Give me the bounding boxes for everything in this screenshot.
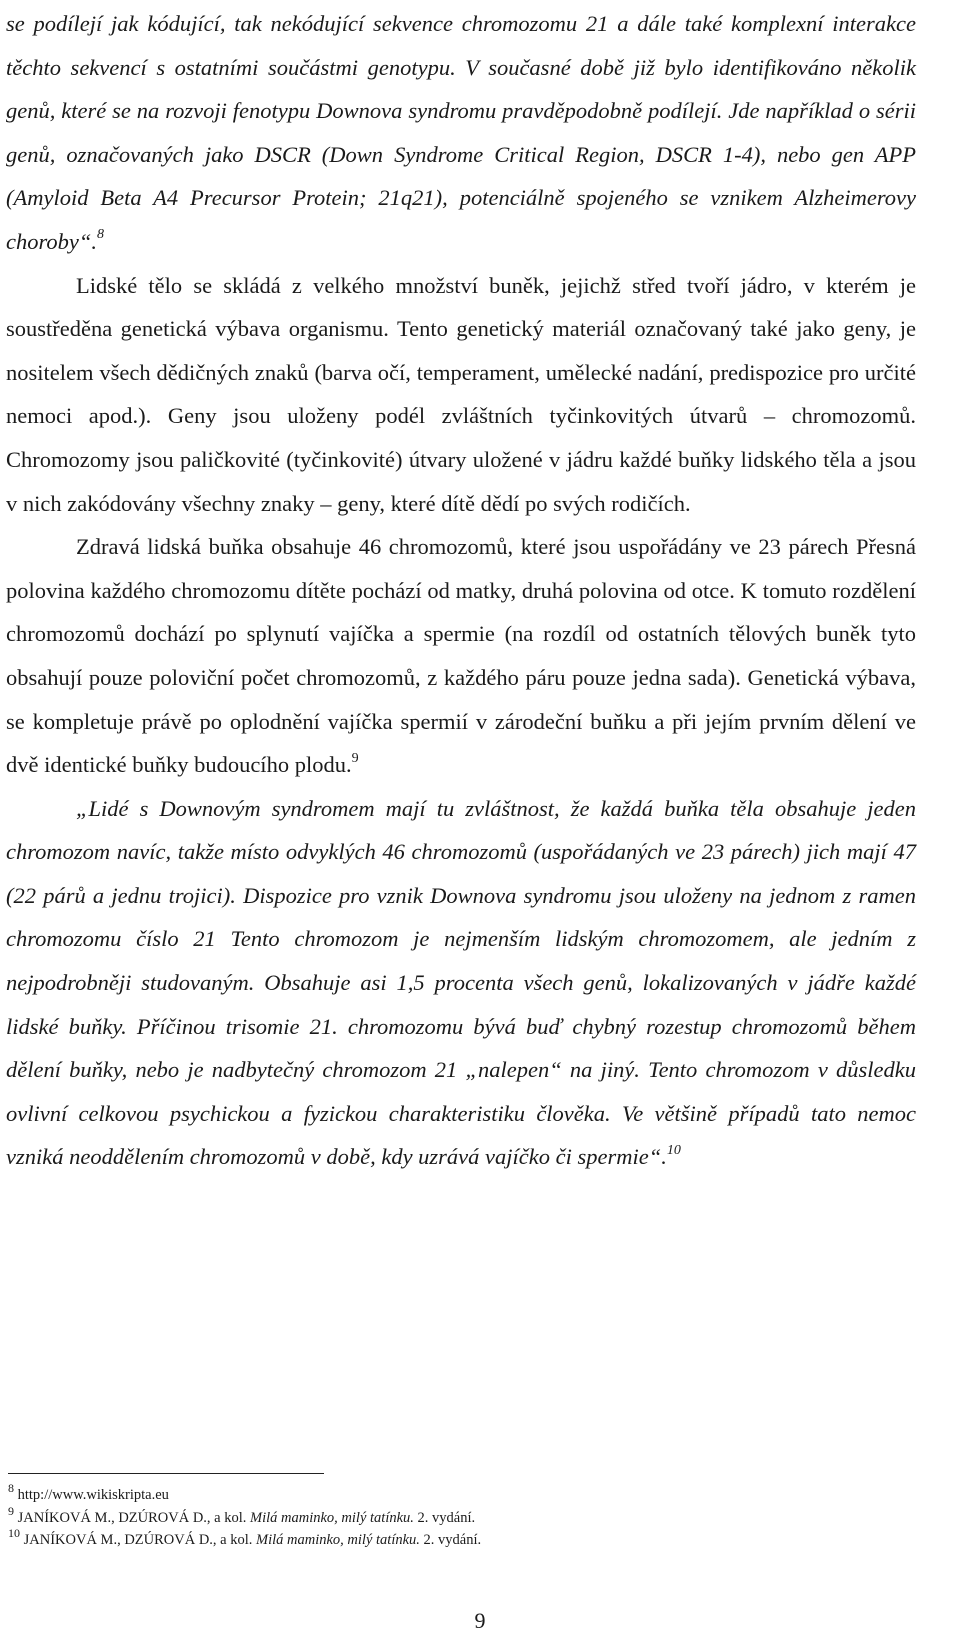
footnote-authors: JANÍKOVÁ M., DZÚROVÁ D., a kol. (23, 1532, 253, 1548)
footnote-10 (8, 1526, 908, 1552)
paragraph-3 (6, 525, 916, 787)
footnote-title: Milá maminko, milý tatínku. (256, 1532, 420, 1548)
footnote-separator (8, 1473, 324, 1474)
footnote-edition: 2. vydání. (417, 1509, 476, 1526)
paragraph-3-text: Zdravá lidská buňka obsahuje 46 chromozomů, které jsou uspořádány ve 23 párech Přesná polovina každého chromozomu dítěte pochází od matky, druhá polovina od otce. K tomuto rozdělení chromozomů dochází po splynutí vajíčka a spermie (na rozdíl od ostatních tělových buněk tyto obsahují pouze poloviční počet chromozomů, z každého páru pouze jedna sada). Genetická výbava, se kompletuje právě po oplodnění vajíčka spermií v zárodeční buňku a při jejím prvním dělení ve dvě identické buňky budoucího plodu. (6, 534, 916, 778)
footnote-number: 10 (8, 1526, 20, 1541)
footnote-9 (8, 1503, 908, 1530)
footnote-link[interactable]: http://www.wikiskripta.eu (17, 1487, 169, 1503)
footnote-ref-9[interactable]: 9 (351, 750, 359, 766)
footnote-8 (8, 1481, 908, 1507)
footnote-ref-10[interactable]: 10 (666, 1142, 681, 1158)
footnote-ref-8[interactable]: 8 (97, 227, 105, 243)
paragraph-quote-1 (6, 2, 916, 264)
paragraph-1-text: se podílejí jak kódující, tak nekódující sekvence chromozomu 21 a dále také komplexní interakce těchto sekvencí s ostatními součástmi genotypu. V současné době již bylo identifikováno několik genů, které se na rozvoji fenotypu Downova syndromu pravděpodobně podílejí. Jde například o sérii genů, označovaných jako DSCR (Down Syndrome Critical Region, DSCR 1-4), nebo gen APP (Amyloid Beta A4 Precursor Protein; 21q21), potenciálně spojeného se vznikem Alzheimerovy choroby“. (6, 11, 916, 254)
paragraph-2: Lidské tělo se skládá z velkého množství buněk, jejichž střed tvoří jádro, v kterém je soustředěna genetická výbava organismu. Tento genetický materiál označovaný také jako geny, je nositelem všech dědičných znaků (barva očí, temperament, umělecké nadání, predispozice pro určité nemoci apod.). Geny jsou uloženy podél zvláštních tyčinkovitých útvarů – chromozomů. Chromozomy jsou paličkovité (tyčinkovité) útvary uložené v jádru každé buňky lidského těla a jsou v nich zakódovány všechny znaky – geny, které dítě dědí po svých rodičích. (6, 272, 916, 516)
paragraph-quote-2 (6, 787, 916, 1179)
footnote-number: 8 (8, 1481, 14, 1496)
body-text (6, 2, 916, 1179)
footnote-edition: 2. vydání. (423, 1532, 482, 1548)
footnote-number: 9 (8, 1503, 14, 1518)
footnote-authors: JANÍKOVÁ M., DZÚROVÁ D., a kol. (17, 1509, 247, 1526)
paragraph-4-text: „Lidé s Downovým syndromem mají tu zvláštnost, že každá buňka těla obsahuje jeden chromozom navíc, takže místo odvyklých 46 chromozomů (uspořádaných ve 23 párech) jich mají 47 (22 párů a jednu trojici). Dispozice pro vznik Downova syndromu jsou uloženy na jednom z ramen chromozomu číslo 21 Tento chromozom je nejmenším lidským chromozomem, ale jedním z nejpodrobněji studovaným. Obsahuje asi 1,5 procenta všech genů, lokalizovaných v jádře každé lidské buňky. Příčinou trisomie 21. chromozomu bývá buď chybný rozestup chromozomů během dělení buňky, nebo je nadbytečný chromozom 21 „nalepen“ na jiný. Tento chromozom v důsledku ovlivní celkovou psychickou a fyzickou charakteristiku člověka. Ve většině případů tato nemoc vzniká neoddělením chromozomů v době, kdy uzrává vajíčko či spermie“. (6, 795, 916, 1170)
footnotes (8, 1481, 908, 1552)
footnote-title: Milá maminko, milý tatínku. (250, 1509, 414, 1526)
page-number: 9 (474, 1608, 486, 1633)
